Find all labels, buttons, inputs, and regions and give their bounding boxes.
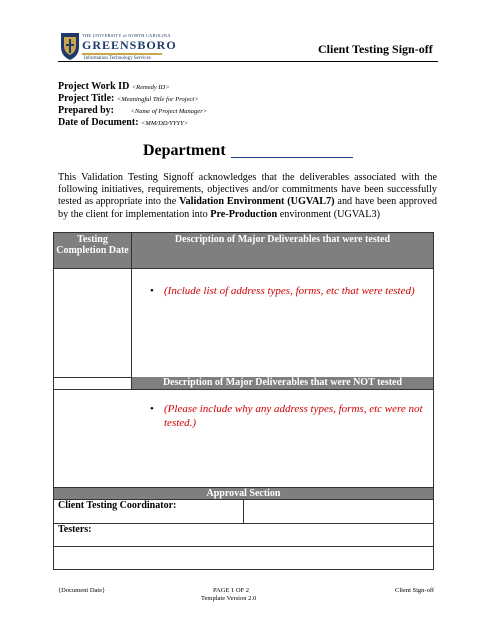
tested-bullet-text: (Include list of address types, forms, etc that were tested) <box>164 285 415 297</box>
prepared-by-value: <Name of Project Manager> <box>130 108 208 115</box>
department-label: Department <box>143 142 226 159</box>
bullet-dot-icon: • <box>150 403 154 415</box>
project-title-value: <Meaningful Title for Project> <box>116 96 199 103</box>
document-title: Client Testing Sign-off <box>318 42 433 56</box>
footer-page-number: PAGE 1 OF 2 <box>213 587 250 594</box>
department-underline-field[interactable] <box>231 157 353 158</box>
date-of-document-value: <MM/DD/YYYY> <box>141 120 189 127</box>
tested-deliverables-header: Description of Major Deliverables that were tested <box>132 233 433 268</box>
not-tested-header-rule <box>54 389 433 390</box>
testers-field[interactable] <box>120 524 432 545</box>
para-part2: and have been approved by the client for implementation into <box>58 196 437 220</box>
not-tested-deliverables-header: Description of Major Deliverables that were NOT tested <box>132 377 433 389</box>
footer-document-date: {Document Date} <box>58 587 106 594</box>
project-work-id-value: <Remedy ID> <box>131 84 170 91</box>
not-tested-bullet-text: (Please include why any address types, forms, etc were not tested.) <box>164 403 423 429</box>
footer-client-signoff: Client Sign-off <box>395 587 435 594</box>
approval-section-header: Approval Section <box>54 488 433 499</box>
para-bold-preproduction: Pre-Production <box>210 208 278 220</box>
logo-university-text: THE UNIVERSITY of NORTH CAROLINA <box>82 33 171 38</box>
testing-completion-date-header: Testing Completion Date <box>54 233 131 268</box>
logo-greensboro-text: GREENSBORO <box>82 38 177 52</box>
project-work-id-label: Project Work ID <box>58 81 130 92</box>
testers-label: Testers: <box>58 524 92 535</box>
coordinator-signature-field[interactable] <box>244 500 433 522</box>
logo-divider <box>82 53 162 55</box>
not-tested-header-divider <box>131 377 132 389</box>
para-part3: environment (UGVAL3) <box>277 208 380 220</box>
footer-template-version: Template Version 2.0 <box>201 595 257 602</box>
header-row-rule <box>54 268 433 269</box>
column-divider <box>131 233 132 377</box>
not-tested-deliverables-cell[interactable] <box>150 402 426 430</box>
para-part1: This Validation Testing Signoff acknowledges that the deliverables associated with the following initiatives, requirements, objectives and/or commitments have been successfully tested as appropriate into the <box>58 172 437 208</box>
logo-its-text: Information Technology Services <box>84 56 151 61</box>
date-of-document-label: Date of Document: <box>58 117 139 128</box>
para-bold-validation: Validation Environment (UGVAL7) <box>179 196 335 208</box>
uncg-logo <box>58 31 82 61</box>
bullet-dot-icon: • <box>150 285 154 297</box>
project-title-label: Project Title: <box>58 93 115 104</box>
prepared-by-label: Prepared by: <box>58 105 115 116</box>
signoff-paragraph <box>58 172 437 221</box>
date-of-document-row <box>58 117 188 130</box>
extra-testers-field[interactable] <box>54 547 433 569</box>
client-testing-coordinator-label: Client Testing Coordinator: <box>58 500 177 511</box>
header-rule <box>58 61 438 62</box>
tested-deliverables-cell[interactable] <box>150 284 426 298</box>
